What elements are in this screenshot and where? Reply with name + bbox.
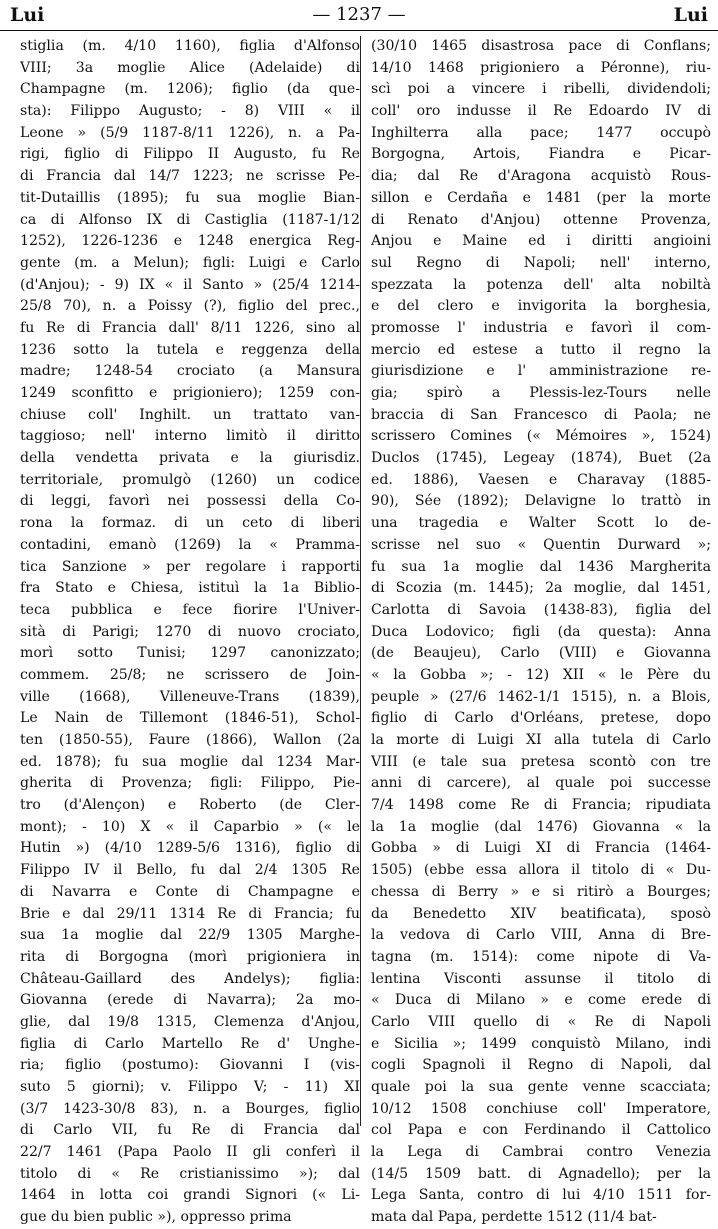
text-line: Brie e dal 29/11 1314 Re di Francia; fu	[20, 905, 360, 922]
text-line: e del clero e invigorita la borghesia,	[371, 298, 711, 315]
text-line: tit-Dutaillis (1895); fu sua moglie Bian-	[20, 189, 360, 206]
text-line: 25/8 70), n. a Poissy (?), figlio del prec.,	[20, 298, 360, 315]
text-line: Château-Gaillard des Andelys); figlia:	[20, 970, 360, 987]
text-line: commem. 25/8; ne scrissero de Join-	[20, 666, 360, 683]
text-line: mercio ed estese a tutto il regno la	[371, 341, 711, 358]
right-column	[371, 36, 711, 1229]
text-line: 1236 sotto la tutela e reggenza della	[20, 341, 360, 358]
text-line: giurisdizione e l' amministrazione re-	[371, 363, 711, 380]
text-line: Champagne (m. 1206); figlio (da que-	[20, 81, 360, 98]
text-line: titolo di « Re cristianissimo »); dal	[20, 1165, 360, 1182]
text-line: 1464 in lotta coi grandi Signori (« Li-	[20, 1187, 360, 1204]
text-line: 1505) (ebbe essa allora il titolo di « Du-	[371, 862, 711, 879]
text-line: lentina Visconti assunse il titolo di	[371, 970, 711, 987]
text-line: Leone » (5/9 1187-8/11 1226), n. a Pa-	[20, 124, 360, 141]
text-line: di Renato d'Anjou) ottenne Provenza,	[371, 211, 711, 228]
page-number: — 1237 —	[312, 4, 406, 25]
text-line: Inghilterra alla pace; 1477 occupò	[371, 124, 711, 141]
text-line: Filippo IV il Bello, fu dal 2/4 1305 Re	[20, 862, 360, 879]
text-line: 14/10 1468 prigioniero a Péronne), riu-	[371, 59, 711, 76]
text-line: figlio di Carlo d'Orléans, pretese, dopo	[371, 710, 711, 727]
text-line: della vendetta privata e la giurisdiz.	[20, 450, 360, 467]
running-head-right: Lui	[673, 4, 708, 26]
text-line: VIII; 3a moglie Alice (Adelaide) di	[20, 59, 360, 76]
text-line: ed. 1886), Vaesen e Charavay (1885-	[371, 471, 711, 488]
text-line: sua 1a moglie dal 22/9 1305 Marghe-	[20, 927, 360, 944]
text-line: madre; 1248-54 crociato (a Mansura	[20, 363, 360, 380]
text-line: peuple » (27/6 1462-1/1 1515), n. a Blois,	[371, 688, 711, 705]
text-line: Duca Lodovico; figli (da questa): Anna	[371, 623, 711, 640]
text-line: Anjou e Maine ed i diritti angioini	[371, 233, 711, 250]
text-line: e Sicilia »; 1499 conquistò Milano, indi	[371, 1035, 711, 1052]
text-line: (d'Anjou); - 9) IX « il Santo » (25/4 1214-	[20, 276, 360, 293]
text-line: fu Re di Francia dall' 8/11 1226, sino al	[20, 319, 360, 336]
text-line: la Lega di Cambrai contro Venezia	[371, 1144, 711, 1161]
text-line: sità di Parigi; 1270 di nuovo crociato,	[20, 623, 360, 640]
text-line: scrisse nel suo « Quentin Durward »;	[371, 536, 711, 553]
text-line: 1249 sconfitto e prigioniero); 1259 con-	[20, 385, 360, 401]
text-line: ca di Alfonso IX di Castiglia (1187-1/12	[20, 211, 360, 228]
text-line: ville (1668), Villeneuve-Trans (1839),	[20, 688, 360, 705]
text-line: di Navarra e Conte di Champagne e	[20, 883, 360, 900]
text-line: (3/7 1423-30/8 83), n. a Bourges, figlio	[20, 1100, 360, 1117]
text-line: chessa di Berry » e si ritirò a Bourges;	[371, 883, 711, 900]
text-line: Giovanna (erede di Navarra); 2a mo-	[20, 992, 360, 1009]
text-line: rigi, figlio di Filippo II Augusto, fu Re	[20, 146, 360, 163]
text-line: tagna (m. 1514): come nipote di Va-	[371, 948, 711, 965]
text-line: suto 5 giorni); v. Filippo V; - 11) XI	[20, 1079, 360, 1095]
text-line: ed. 1878); fu sua moglie dal 1234 Mar-	[20, 753, 360, 770]
text-line: stiglia (m. 4/10 1160), figlia d'Alfonso	[20, 38, 360, 54]
text-line: gia; spirò a Plessis-lez-Tours nelle	[371, 385, 711, 401]
text-line: Carlotta di Savoia (1438-83), figlia del	[371, 601, 711, 618]
header-rule	[0, 30, 718, 31]
text-line: tro (d'Alençon) e Roberto (de Cler-	[20, 797, 360, 814]
text-line: la vedova di Carlo VIII, Anna di Bre-	[371, 927, 711, 944]
text-line: 10/12 1508 conchiuse coll' Imperatore,	[371, 1100, 711, 1117]
text-line: (30/10 1465 disastrosa pace di Conflans;	[371, 38, 711, 54]
text-line: rona la formaz. di un ceto di liberi	[20, 515, 360, 532]
text-line: rita di Borgogna (morì prigioniera in	[20, 948, 360, 965]
text-line: di leggi, favorì nei possessi della Co-	[20, 493, 360, 510]
text-line: VIII (e tale sua pretesa scontò con tre	[371, 753, 711, 770]
text-line: da Benedetto XIV beatificata), sposò	[371, 905, 711, 922]
text-line: mont); - 10) X « il Caparbio » (« le	[20, 818, 360, 835]
text-line: gherita di Provenza; figli: Filippo, Pie-	[20, 775, 360, 792]
text-line: contadini, emanò (1269) la « Pramma-	[20, 536, 360, 553]
text-line: una tragedia e Walter Scott lo de-	[371, 515, 711, 532]
text-line: quale poi la sua gente venne scacciata;	[371, 1079, 711, 1095]
text-line: col Papa e con Ferdinando il Cattolico	[371, 1122, 711, 1139]
text-line: sillon e Cerdaña e 1481 (per la morte	[371, 189, 711, 206]
text-line: di Carlo VII, fu Re di Francia dal	[20, 1122, 360, 1139]
text-line: coll' oro indusse il Re Edoardo IV di	[371, 103, 711, 120]
column-divider	[360, 36, 361, 1126]
text-line: la morte di Luigi XI alla tutela di Carlo	[371, 732, 711, 748]
text-line: figlia di Carlo Martello Re d' Unghe-	[20, 1035, 360, 1052]
text-line: di Francia dal 14/7 1223; ne scrisse Pe-	[20, 168, 360, 185]
text-line: 90), Sée (1892); Delavigne lo trattò in	[371, 493, 711, 510]
text-line: (de Beaujeu), Carlo (VIII) e Giovanna	[371, 645, 711, 662]
text-line: sul Regno di Napoli; nell' interno,	[371, 254, 711, 271]
running-head-left: Lui	[10, 4, 45, 26]
text-line: cogli Spagnoli il Regno di Napoli, dal	[371, 1057, 711, 1074]
text-line: anni di carcere), al quale poi successe	[371, 775, 711, 792]
text-line: 22/7 1461 (Papa Paolo II gli conferì il	[20, 1144, 360, 1161]
text-line: gente (m. a Melun); figli: Luigi e Carlo	[20, 254, 360, 271]
text-line: (14/5 1509 batt. di Agnadello); per la	[371, 1165, 711, 1182]
text-line: dia; dal Re d'Aragona acquistò Rous-	[371, 168, 711, 185]
text-line: chiuse coll' Inghilt. un trattato van-	[20, 406, 360, 423]
left-column	[20, 36, 360, 1229]
text-line: tica Sanzione » per regolare i rapporti	[20, 558, 360, 575]
text-line: mata dal Papa, perdette 1512 (11/4 bat-	[371, 1209, 657, 1226]
text-line: Gobba » di Luigi XI di Francia (1464-	[371, 840, 711, 857]
page-header	[0, 0, 718, 32]
text-line: sta): Filippo Augusto; - 8) VIII « il	[20, 103, 360, 120]
text-line: 7/4 1498 come Re di Francia; ripudiata	[371, 797, 711, 814]
text-line: scì poi a vincere i ribelli, dividendoli;	[371, 81, 711, 98]
text-line: 1252), 1226-1236 e 1248 energica Reg-	[20, 233, 360, 250]
text-line: Borgogna, Artois, Fiandra e Picar-	[371, 146, 711, 163]
text-line: teca pubblica e fece fiorire l'Univer-	[20, 601, 360, 618]
text-line: ria; figlio (postumo): Giovanni I (vis-	[20, 1057, 360, 1074]
text-line: Hutin ») (4/10 1289-5/6 1316), figlio di	[20, 840, 360, 857]
text-line: taggioso; nell' interno limitò il diritto	[20, 428, 360, 445]
text-line: fu sua 1a moglie dal 1436 Margherita	[371, 558, 711, 575]
text-line: glie, dal 19/8 1315, Clemenza d'Anjou,	[20, 1013, 360, 1030]
text-line: « la Gobba »; - 12) XII « le Père du	[371, 666, 711, 683]
text-line: ten (1850-55), Faure (1866), Wallon (2a	[20, 732, 360, 748]
text-line: morì sotto Tunisi; 1297 canonizzato;	[20, 645, 360, 662]
text-line: promosse l' industria e favorì il com-	[371, 319, 711, 336]
text-line: territoriale, promulgò (1260) un codice	[20, 471, 360, 488]
text-line: la 1a moglie (dal 1476) Giovanna « la	[371, 818, 711, 835]
text-line: Carlo VIII quello di « Re di Napoli	[371, 1013, 711, 1030]
text-line: Duclos (1745), Legeay (1874), Buet (2a	[371, 450, 711, 467]
text-line: spezzata la potenza dell' alta nobiltà	[371, 276, 711, 293]
text-line: « Duca di Milano » e come erede di	[371, 992, 711, 1009]
text-line: Le Nain de Tillemont (1846-51), Schol-	[20, 710, 360, 727]
text-line: braccia di San Francesco di Paola; ne	[371, 406, 711, 423]
text-line: gue du bien public »), oppresso prima	[20, 1209, 292, 1226]
text-line: fra Stato e Chiesa, istituì la 1a Biblio-	[20, 580, 360, 597]
text-line: Lega Santa, contro di lui 4/10 1511 for-	[371, 1187, 711, 1204]
text-line: scrissero Comines (« Mémoires », 1524)	[371, 428, 711, 445]
text-line: di Scozia (m. 1445); 2a moglie, dal 1451,	[371, 580, 711, 597]
